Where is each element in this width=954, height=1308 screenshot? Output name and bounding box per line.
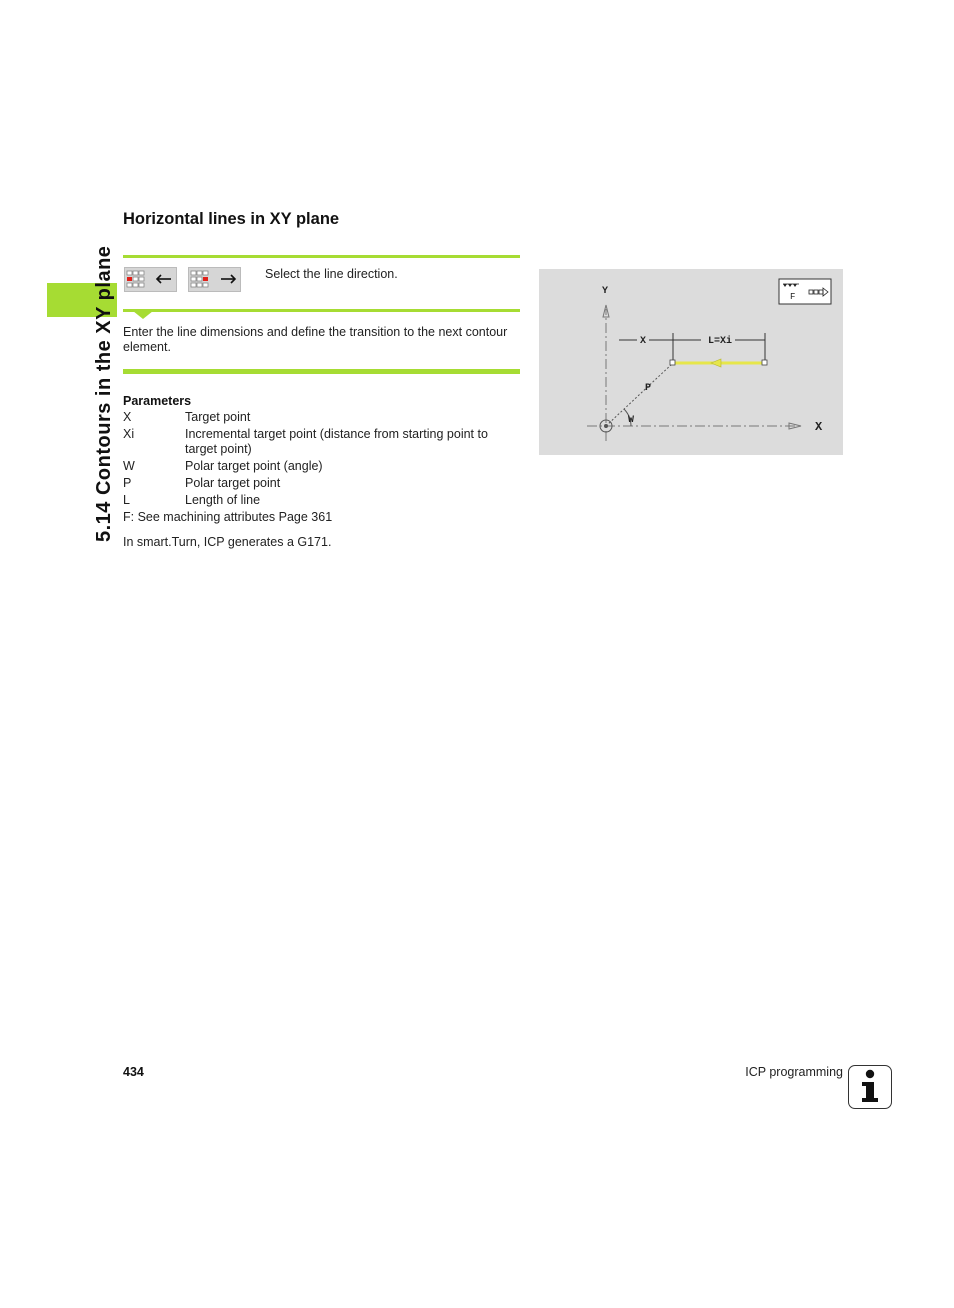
page-number: 434 <box>123 1065 144 1079</box>
param-value: Length of line <box>185 493 261 507</box>
x-axis-label: X <box>815 420 823 434</box>
param-row <box>123 410 523 426</box>
param-key: L <box>123 493 130 507</box>
line-diagram-svg <box>539 269 843 455</box>
line-diagram <box>539 269 843 455</box>
polar-p-label: P <box>645 383 652 394</box>
param-row <box>123 427 523 459</box>
machining-note: F: See machining attributes Page 361 <box>123 510 333 524</box>
softkey-line-left-icon <box>125 268 176 291</box>
softkey-line-left[interactable] <box>124 267 177 292</box>
param-row <box>123 459 523 475</box>
section-divider-middle <box>123 309 520 312</box>
description-text: Enter the line dimensions and define the transition to the next contour element. <box>123 325 508 354</box>
polar-w-label: W <box>628 415 635 426</box>
dim-x-label: X <box>640 336 647 347</box>
section-title-vertical <box>91 212 117 542</box>
param-row <box>123 493 523 509</box>
param-row <box>123 476 523 492</box>
y-axis-label: Y <box>602 286 609 297</box>
section-divider-bottom <box>123 369 520 374</box>
param-key: W <box>123 459 135 473</box>
page-heading: Horizontal lines in XY plane <box>123 210 340 228</box>
dim-length-label: L=Xi <box>708 336 733 347</box>
param-value: Incremental target point (distance from starting point to target point) <box>185 427 488 456</box>
divider-notch <box>133 311 153 319</box>
param-key: Xi <box>123 427 135 441</box>
parameters-title: Parameters <box>123 394 192 408</box>
param-key: X <box>123 410 132 424</box>
softkey-instruction: Select the line direction. <box>265 267 398 281</box>
param-value: Polar target point <box>185 476 281 490</box>
chapter-title: ICP programming <box>745 1065 843 1079</box>
param-value: Target point <box>185 410 251 424</box>
section-divider-top <box>123 255 520 258</box>
attribute-f-label: F <box>790 292 796 302</box>
softkey-line-right-icon <box>189 268 240 291</box>
param-key: P <box>123 476 132 490</box>
smart-turn-note: In smart.Turn, ICP generates a G171. <box>123 535 332 549</box>
param-value: Polar target point (angle) <box>185 459 323 473</box>
section-title-text: 5.14 Contours in the XY plane <box>93 245 115 542</box>
info-icon <box>848 1065 892 1109</box>
softkey-line-right[interactable] <box>188 267 241 292</box>
